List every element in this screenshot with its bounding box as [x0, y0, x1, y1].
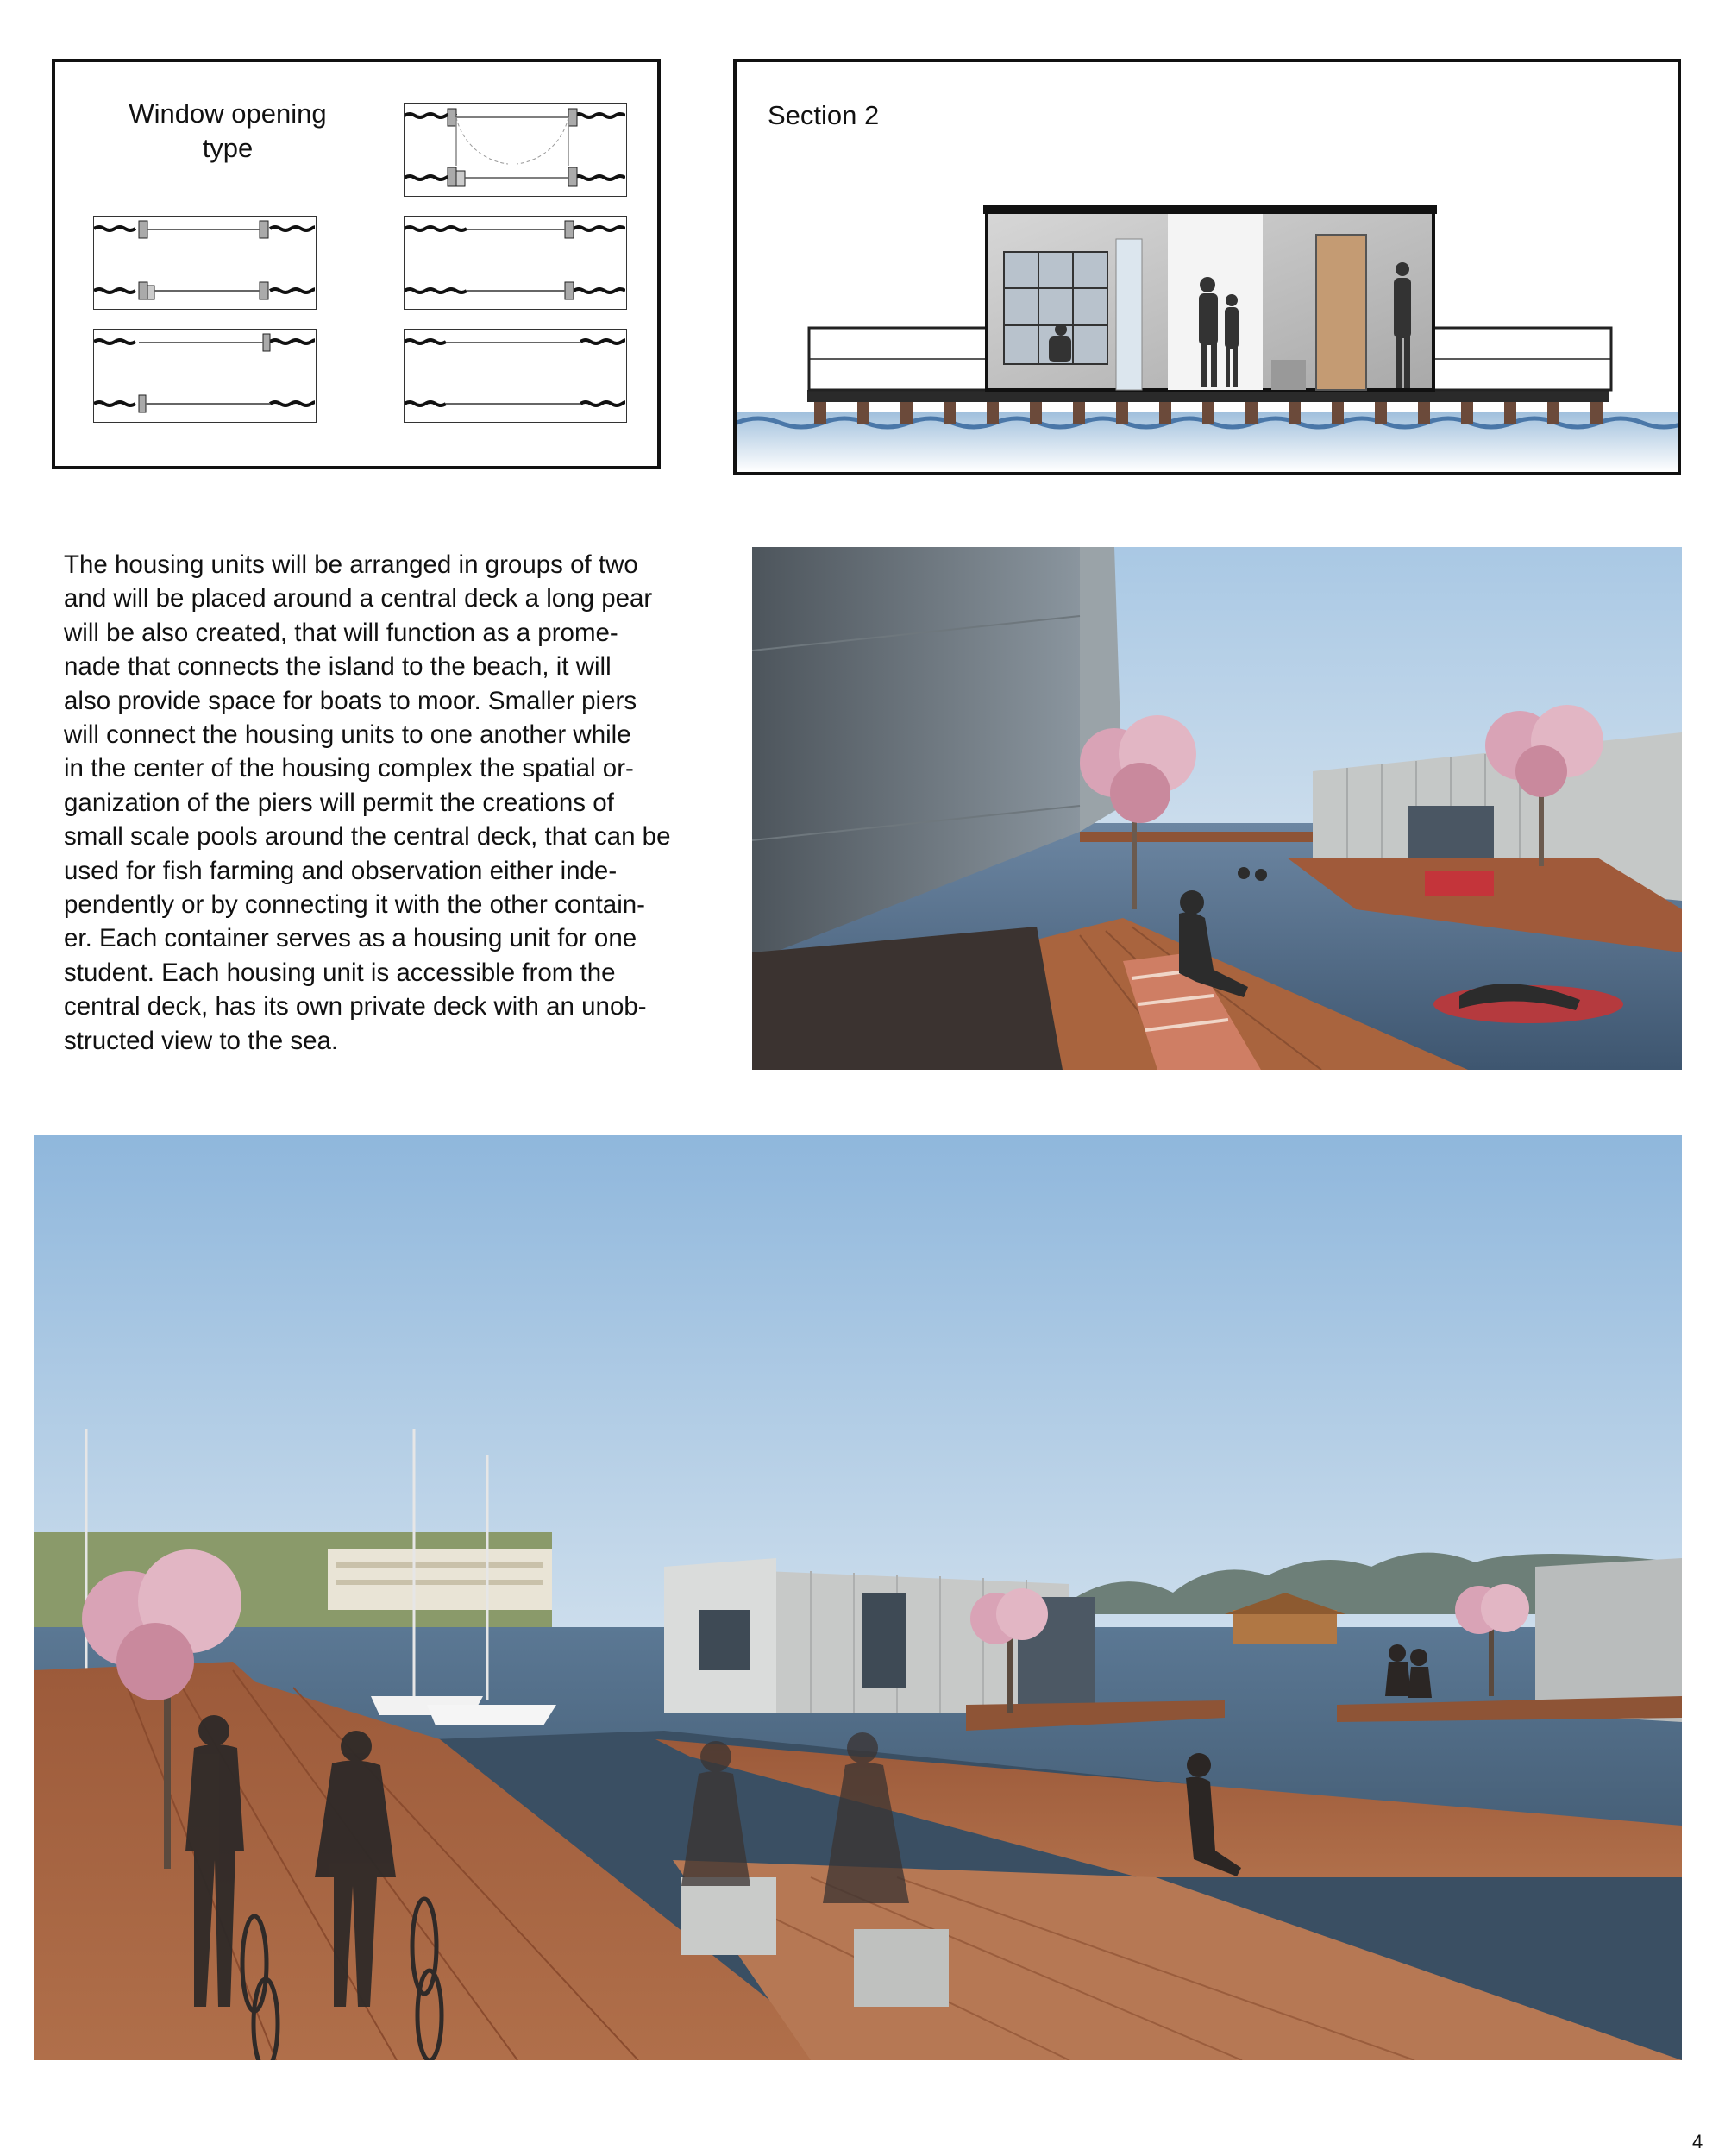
section-2-title: Section 2	[768, 100, 880, 130]
window-opening-panel	[52, 59, 661, 469]
page-number: 4	[1692, 2131, 1703, 2153]
window-panel-title	[98, 97, 357, 166]
description-paragraph	[64, 548, 683, 1058]
render-pool-deck	[752, 547, 1682, 1070]
description-line: nade that connects the island to the beach, it will	[64, 652, 612, 682]
description-line: small scale pools around the central deck, that can be	[64, 822, 671, 852]
description-line: in the center of the housing complex the spatial or-	[64, 754, 634, 783]
description-line: student. Each housing unit is accessible from the	[64, 958, 616, 987]
description-line: and will be placed around a central deck a long pear	[64, 584, 653, 613]
window-diagram-sliding-double	[93, 216, 317, 310]
window-panel-title-line2: type	[202, 133, 254, 163]
description-line: will connect the housing units to one another while	[64, 720, 631, 750]
section-2-panel	[733, 59, 1681, 475]
window-diagram-fixed	[404, 329, 627, 423]
description-line: pendently or by connecting it with the other contain-	[64, 890, 645, 920]
window-panel-title-line1: Window opening	[129, 98, 327, 129]
description-line: also provide space for boats to moor. Smaller piers	[64, 686, 637, 715]
section-drawing	[737, 62, 1678, 472]
description-line: will be also created, that will function as a prome-	[64, 618, 618, 647]
description-line: ganization of the piers will permit the creations of	[64, 788, 614, 817]
description-line: used for fish farming and observation either inde-	[64, 856, 618, 885]
window-diagram-sliding-right	[404, 216, 627, 310]
render-promenade	[34, 1135, 1682, 2060]
description-line: structed view to the sea.	[64, 1026, 339, 1055]
window-diagram-swing	[404, 103, 627, 197]
description-line: central deck, has its own private deck with an unob-	[64, 992, 647, 1021]
window-diagram-sliding-single	[93, 329, 317, 423]
description-line: The housing units will be arranged in groups of two	[64, 550, 638, 579]
description-line: er. Each container serves as a housing unit for one	[64, 924, 637, 953]
